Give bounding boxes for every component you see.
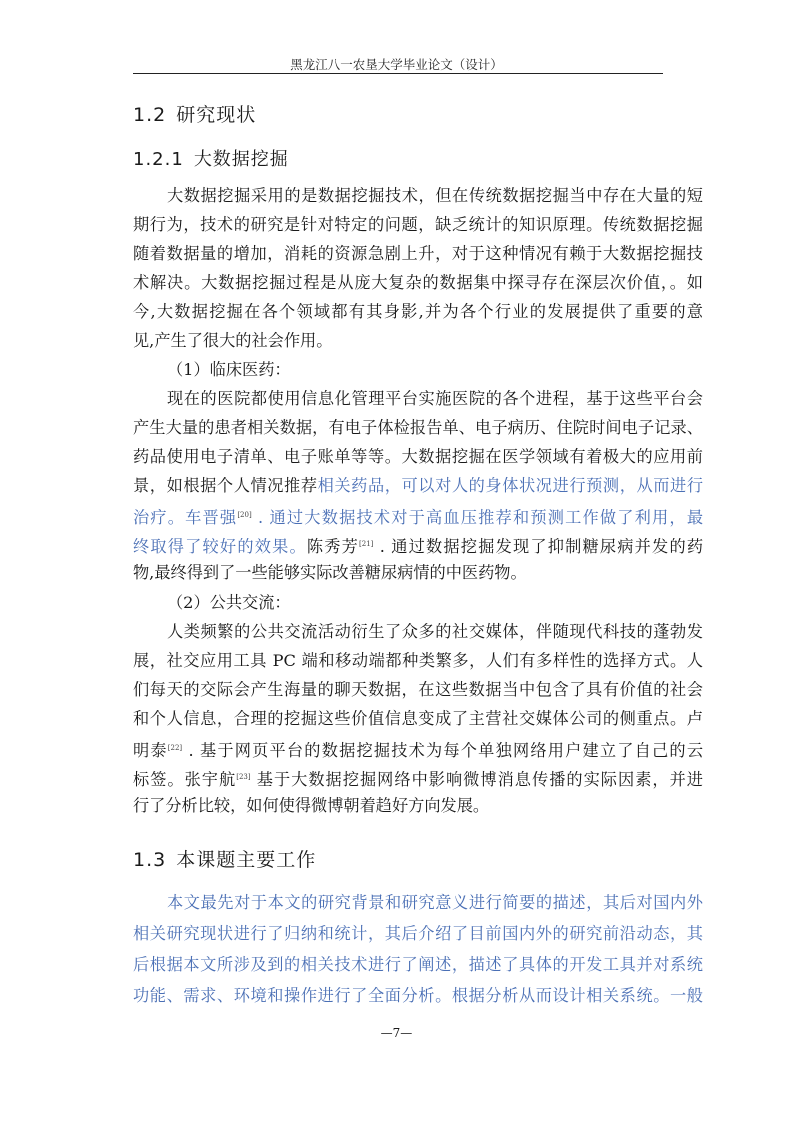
paragraph-line: 期行为，技术的研究是针对特定的问题，缺乏统计的知识原理。传统数据挖掘 [133,215,703,234]
section-heading-1-3 [133,845,316,872]
paragraph-line: 大数据挖掘采用的是数据挖掘技术，但在传统数据挖掘当中存在大量的短 [167,186,703,205]
paragraph-line: 们每天的交际会产生海量的聊天数据，在这些数据当中包含了具有价值的社会 [133,680,703,699]
page-number: —7— [380,1026,413,1040]
paragraph-line [133,533,703,555]
paragraph-line: 物,最终得到了一些能够实际改善糖尿病情的中医药物。 [133,563,527,582]
text-span: . 通过数据挖掘发现了抑制糖尿病并发的药 [373,537,704,556]
text-span: 景，如根据个人情况推荐 [133,476,318,495]
section-title: 本课题主要工作 [176,849,317,871]
paragraph-line: 人类频繁的公共交流活动衍生了众多的社交媒体，伴随现代科技的蓬勃发 [167,622,703,641]
citation-ref: [23] [236,773,251,781]
paragraph-line [133,737,703,759]
paragraph-line [133,475,703,497]
text-span: 陈秀芳 [306,537,360,556]
section-heading-1-2-1 [133,145,289,171]
highlighted-text: 相关药品，可以对人的身体状况进行预测，从而进行 [317,476,704,495]
paragraph-line: 药品使用电子清单、电子账单等等。大数据挖掘在医学领域有着极大的应用前 [133,447,703,466]
highlighted-text: 终取得了较好的效果。 [133,537,307,556]
citation-ref: [21] [359,540,374,548]
list-item-title: （2）公共交流： [167,593,291,612]
paragraph-line: 行了分析比较，如何使得微博朝着趋好方向发展。 [133,796,490,815]
paragraph-line: 和个人信息，合理的挖掘这些价值信息变成了主营社交媒体公司的侧重点。卢 [133,709,703,728]
text-span: . 通过大数据技术对于高血压推荐和预测工作做了利用，最 [251,508,704,527]
paragraph-line: 现在的医院都使用信息化管理平台实施医院的各个进程，基于这些平台会 [167,389,703,408]
section-number: 1.3 [133,849,167,871]
paragraph-line: 功能、需求、环境和操作进行了全面分析。根据分析从而设计相关系统。一般 [133,986,703,1005]
text-span: . 基于网页平台的数据挖掘技术为每个单独网络用户建立了自己的云 [182,741,704,760]
citation-ref: [22] [167,744,183,752]
paragraph-line: 今,大数据挖掘在各个领域都有其身影,并为各个行业的发展提供了重要的意 [133,302,703,321]
paragraph-line: 本文最先对于本文的研究背景和研究意义进行简要的描述，其后对国内外 [167,893,703,912]
paragraph-line [133,766,703,788]
section-heading-1-2 [133,100,256,127]
header-rule [133,73,663,74]
paragraph-line [133,504,703,526]
text-span: 基于大数据挖掘网络中影响微博消息传播的实际因素，并进 [250,770,703,789]
citation-ref: [20] [237,511,252,519]
page-header: 黑龙江八一农垦大学毕业论文（设计） [290,57,503,72]
paragraph-line: 产生大量的患者相关数据，有电子体检报告单、电子病历、住院时间电子记录、 [133,418,703,437]
text-span: 标签。张宇航 [133,770,237,789]
text-span: 明泰 [133,741,168,760]
paragraph-line: 相关研究现状进行了归纳和统计，其后介绍了目前国内外的研究前沿动态，其 [133,924,703,943]
paragraph-line: 随着数据量的增加，消耗的资源急剧上升，对于这种情况有赖于大数据挖掘技 [133,244,703,263]
paragraph-line: 见,产生了很大的社会作用。 [133,331,333,350]
section-number: 1.2.1 [133,149,184,170]
section-title: 大数据挖掘 [193,149,289,170]
list-item-title: （1）临床医药： [167,360,291,379]
paragraph-line: 展，社交应用工具 PC 端和移动端都种类繁多，人们有多样性的选择方式。人 [133,651,703,670]
section-title: 研究现状 [176,104,257,126]
paragraph-line: 后根据本文所涉及到的相关技术进行了阐述，描述了具体的开发工具并对系统 [133,955,703,974]
section-number: 1.2 [133,104,167,126]
paragraph-line: 术解决。大数据挖掘过程是从庞大复杂的数据集中探寻存在深层次价值，。如 [133,273,703,292]
text-span: 治疗。车晋强 [133,508,238,527]
